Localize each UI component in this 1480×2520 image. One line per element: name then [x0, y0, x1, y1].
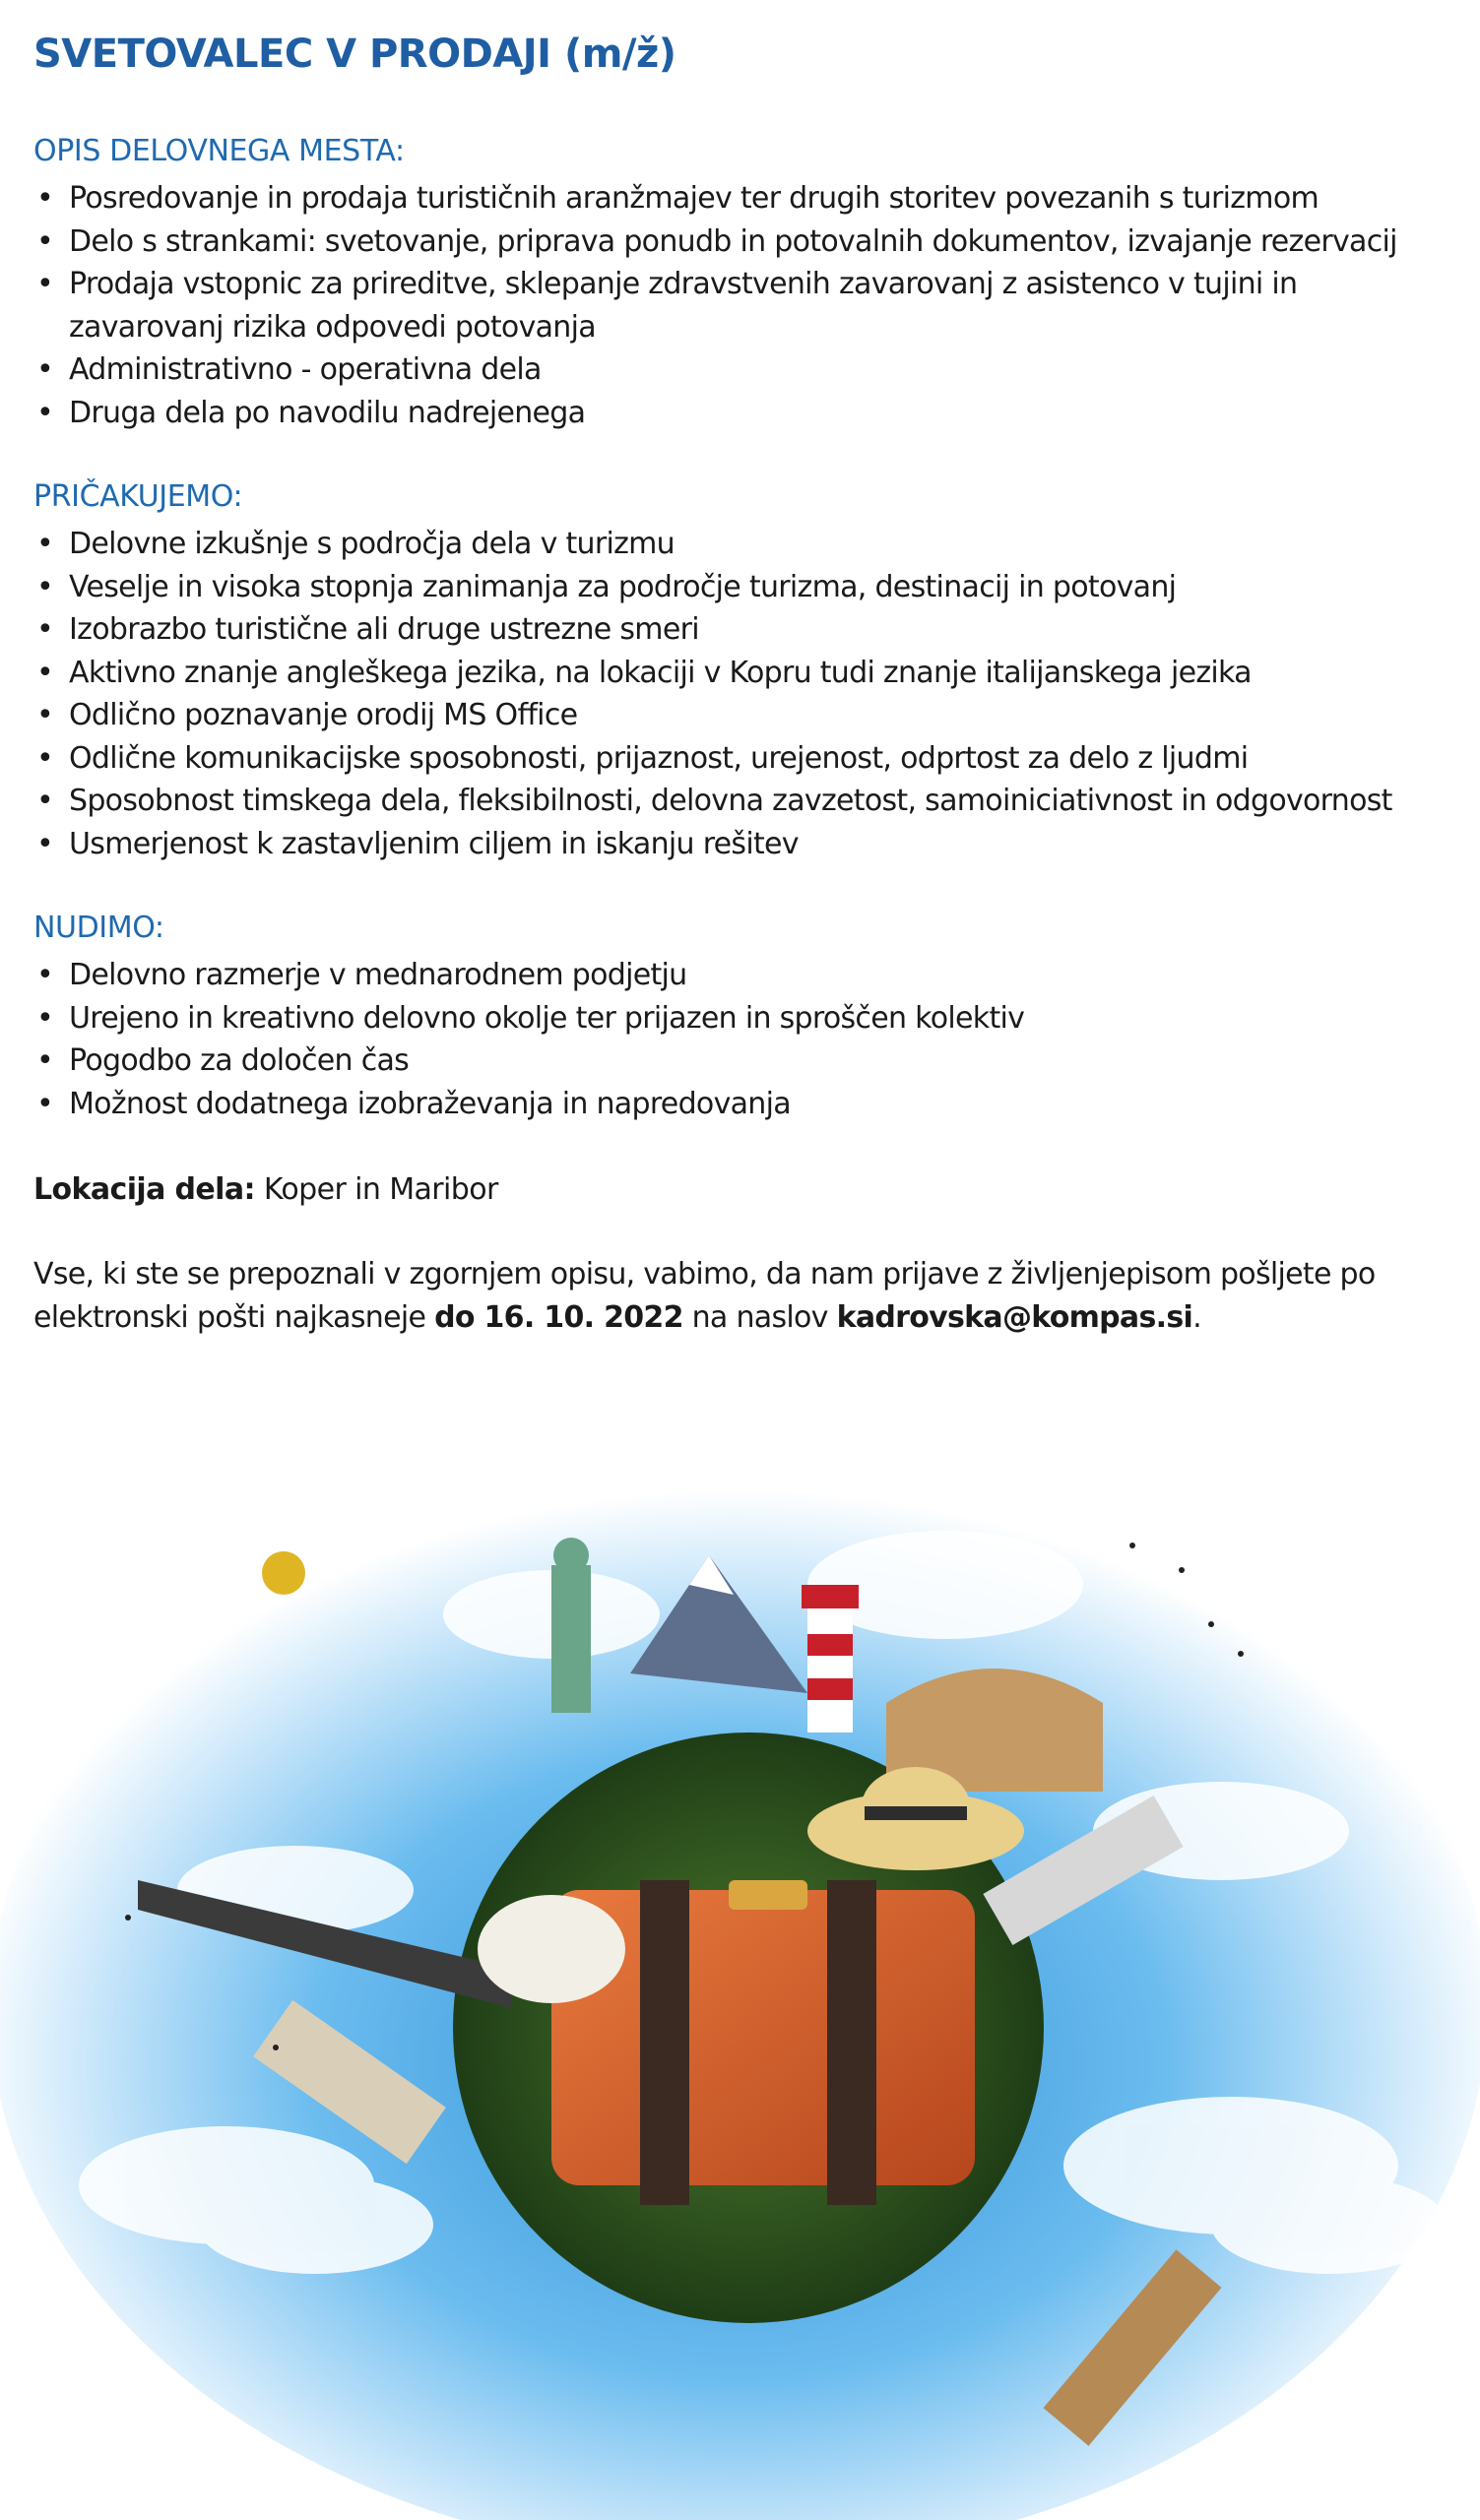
list-item: • Prodaja vstopnic za prireditve, sklepanje zdravstvenih zavarovanj z asistenco v tujini in zavarovanj rizika odpovedi potovanja	[33, 263, 1451, 348]
bullet-icon: •	[36, 223, 53, 259]
expectations-list	[33, 523, 1451, 865]
offer-list	[33, 954, 1451, 1125]
work-location-value: Koper in Maribor	[254, 1172, 498, 1207]
bullet-icon: •	[36, 1043, 53, 1078]
list-item: • Druga dela po navodilu nadrejenega	[33, 392, 1451, 435]
bullet-icon: •	[36, 181, 53, 216]
work-location-label: Lokacija dela:	[33, 1172, 255, 1207]
section-heading-expectations: PRIČAKUJEMO:	[33, 479, 243, 514]
list-item: • Urejeno in kreativno delovno okolje ter prijazen in sproščen kolektiv	[33, 997, 1451, 1040]
bullet-icon: •	[36, 395, 53, 430]
list-item: • Možnost dodatnega izobraževanja in napredovanja	[33, 1083, 1451, 1126]
bullet-icon: •	[36, 958, 53, 992]
bullet-icon: •	[36, 267, 53, 301]
bullet-icon: •	[36, 612, 53, 647]
list-item: • Sposobnost timskega dela, fleksibilnosti, delovna zavzetost, samoiniciativnost in odgovornost	[33, 780, 1451, 823]
travel-illustration	[0, 1418, 1480, 2520]
list-item: • Delovno razmerje v mednarodnem podjetju	[33, 954, 1451, 997]
job-description-list	[33, 177, 1451, 434]
contact-email[interactable]: kadrovska@kompas.si	[836, 1300, 1193, 1335]
bullet-icon: •	[36, 1000, 53, 1036]
list-item: • Pogodbo za določen čas	[33, 1040, 1451, 1083]
list-item: • Aktivno znanje angleškega jezika, na lokaciji v Kopru tudi znanje italijanskega jezika	[33, 652, 1451, 695]
list-item: • Usmerjenost k zastavljenim ciljem in iskanju rešitev	[33, 823, 1451, 866]
section-job-description	[33, 130, 1451, 434]
hot-air-balloon	[262, 1551, 305, 1595]
bullet-icon: •	[36, 698, 53, 732]
bullet-icon: •	[36, 527, 53, 561]
section-offer	[33, 907, 1451, 1125]
bullet-icon: •	[36, 569, 53, 604]
list-item: • Delo s strankami: svetovanje, priprava ponudb in potovalnih dokumentov, izvajanje rezervacij	[33, 220, 1451, 264]
bullet-icon: •	[36, 1086, 53, 1121]
list-item: • Odlične komunikacijske sposobnosti, prijaznost, urejenost, odprtost za delo z ljudmi	[33, 737, 1451, 781]
list-item: • Delovne izkušnje s področja dela v turizmu	[33, 523, 1451, 566]
section-heading-job-description: OPIS DELOVNEGA MESTA:	[33, 134, 405, 168]
bullet-icon: •	[36, 655, 53, 690]
bullet-icon: •	[36, 784, 53, 818]
list-item: • Administrativno - operativna dela	[33, 348, 1451, 392]
job-title: SVETOVALEC V PRODAJI (m/ž)	[33, 32, 676, 77]
section-heading-offer: NUDIMO:	[33, 911, 164, 945]
list-item: • Posredovanje in prodaja turističnih aranžmajev ter drugih storitev povezanih s turizmom	[33, 177, 1451, 220]
list-item: • Odlično poznavanje orodij MS Office	[33, 694, 1451, 737]
job-posting-content	[33, 20, 1451, 1340]
bullet-icon: •	[36, 352, 53, 387]
section-expectations	[33, 475, 1451, 865]
list-item: • Izobrazbo turistične ali druge ustrezne smeri	[33, 608, 1451, 652]
travel-globe-image	[0, 1418, 1480, 2520]
bullet-icon: •	[36, 826, 53, 861]
bullet-icon: •	[36, 740, 53, 776]
application-instructions: Vse, ki ste se prepoznali v zgornjem opisu, vabimo, da nam prijave z življenjepisom pošljete po elektronski pošti najkasneje do 16. 10. 2022 na naslov kadrovska@kompas.si.	[33, 1257, 1376, 1335]
panama-hat	[478, 1895, 625, 2003]
list-item: • Veselje in visoka stopnja zanimanja za področje turizma, destinacij in potovanj	[33, 566, 1451, 609]
application-deadline: do 16. 10. 2022	[434, 1300, 683, 1335]
work-location	[33, 1168, 1451, 1212]
